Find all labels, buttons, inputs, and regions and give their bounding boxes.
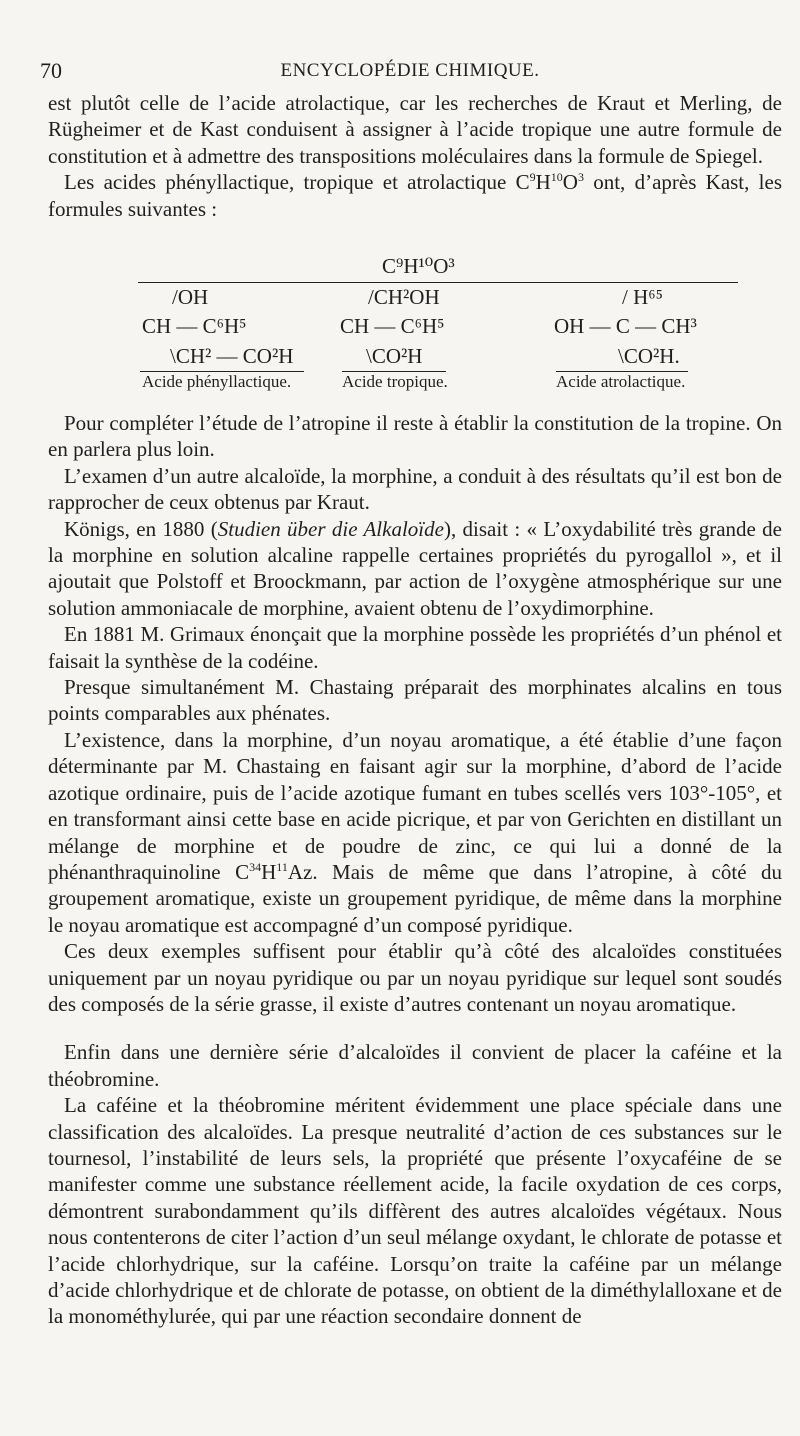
- formula-2-bot: \CO²H: [366, 344, 423, 368]
- acids-intro-end: ont, d’après Kast, les formules suivantes :: [48, 170, 782, 221]
- noyau-text-a: L’existence, dans la morphine, d’un noyau aromatique, a été établie d’une façon déterminante par M. Chastaing en faisant agir sur la morphine, d’abord de l’acide azotique ordinaire, puis de l’acide azotique fumant en tubes scellés vers 103°-105°, et en transformant ainsi cette base en acide picrique, et par von Gerichten en distillant un mélange de morphine et de poudre de zinc, ce qui lui a donné de la phénanthraquinoline C: [48, 727, 782, 884]
- formula-block: [48, 254, 782, 394]
- page-header: [40, 58, 780, 88]
- formula-sub: 10: [550, 170, 563, 185]
- formula-1-caption: Acide phényllactique.: [142, 372, 292, 391]
- formula-part: H: [261, 859, 277, 884]
- formula-sub: 3: [577, 170, 584, 185]
- paragraph-cafeine: La caféine et la théobromine méritent évidemment une place spéciale dans une classification des alcaloïdes. La presque neutralité d’action de ces substances sur le tournesol, l’instabilité de leurs sels, la propriété que présente l’oxycaféine de se manifester comme une substance réellement acide, la facile oxydation de ces corps, démontrent surabondamment qu’ils diffèrent des autres alcaloïdes végétaux. Nous nous contenterons de citer l’action d’un seul mélange oxydant, le chlorate de potasse et l’acide chlorhydrique, sur la caféine. Lorsqu’on traite la caféine par un mélange d’acide chlorhydrique et de chlorate de potasse, on obtient de la diméthylalloxane et de la monométhylurée, qui par une réaction secondaire donnent de: [48, 1093, 782, 1329]
- formula-part: H: [535, 170, 551, 195]
- formula-1-top: /OH: [172, 285, 209, 309]
- formula-3-bot: \CO²H.: [618, 344, 680, 368]
- paragraph-tropine: Pour compléter l’étude de l’atropine il reste à établir la constitution de la tropine. On en parlera plus loin.: [48, 411, 782, 462]
- main-text: [48, 410, 782, 1330]
- formula-2-caption: Acide tropique.: [342, 372, 448, 391]
- formula-sub: 11: [276, 859, 288, 874]
- paragraph-chastaing: Presque simultanément M. Chastaing préparait des morphinates alcalins en tous points comparables aux phénates.: [48, 675, 782, 726]
- formula-3-top: / H⁶⁵: [622, 285, 663, 309]
- paragraph-acids-intro: [48, 169, 782, 222]
- brace-line: [138, 282, 738, 283]
- paragraph-noyau-aromatique: [48, 727, 782, 938]
- formula-title: C⁹H¹⁰O³: [382, 254, 455, 278]
- formula-1-bot: \CH² — CO²H: [170, 344, 294, 368]
- formula-1-mid: CH — C⁶H⁵: [142, 314, 247, 338]
- konigs-text-b: ), disait : « L’oxydabilité très grande de la morphine en solution alcaline rappelle certaines propriétés du pyrogallol », et il ajoutait que Polstoff et Broockmann, par action de l’oxygène atmosphérique sur une solution ammoniacale de morphine, avaient obtenu de l’oxydimorphine.: [48, 516, 782, 620]
- formula-part: O: [562, 170, 578, 195]
- formula-2-top: /CH²OH: [368, 285, 440, 309]
- formula-3-mid: OH — C — CH³: [554, 314, 697, 338]
- formula-sub: 34: [249, 859, 262, 874]
- konigs-book-title: Studien über die Alkaloïde: [217, 516, 444, 541]
- formula-3-caption: Acide atrolactique.: [556, 372, 686, 391]
- paragraph-gap: [48, 1017, 782, 1039]
- intro-text: [48, 90, 782, 222]
- page-number: 70: [40, 58, 62, 83]
- noyau-text-b: Az. Mais de même que dans l’atropine, à côté du groupement aromatique, existe un groupement pyridique, de même dans la morphine le noyau aromatique est accompagné d’un composé pyridique.: [48, 859, 782, 937]
- paragraph-enfin: Enfin dans une dernière série d’alcaloïdes il convient de placer la caféine et la théobromine.: [48, 1040, 782, 1091]
- acids-intro-text: Les acides phényllactique, tropique et atrolactique C: [64, 170, 530, 195]
- formula-sub: 9: [529, 170, 536, 185]
- paragraph-grimaux: En 1881 M. Grimaux énonçait que la morphine possède les propriétés d’un phénol et faisait la synthèse de la codéine.: [48, 622, 782, 673]
- paragraph-exemples: Ces deux exemples suffisent pour établir qu’à côté des alcaloïdes constituées uniquement par un noyau pyridique ou par un noyau pyridique sur lequel sont soudés des composés de la série grasse, il existe d’autres contenant un noyau aromatique.: [48, 939, 782, 1016]
- konigs-text-a: Königs, en 1880 (: [64, 516, 218, 541]
- formula-2-mid: CH — C⁶H⁵: [340, 314, 445, 338]
- paragraph-continuation: est plutôt celle de l’acide atrolactique, car les recherches de Kraut et Merling, de Rügheimer et de Kast conduisent à assigner à l’acide tropique une autre formule de constitution et à admettre des transpositions moléculaires dans la formule de Spiegel.: [48, 91, 782, 168]
- paragraph-konigs: [48, 516, 782, 622]
- running-title: ENCYCLOPÉDIE CHIMIQUE.: [280, 60, 540, 81]
- paragraph-morphine: L’examen d’un autre alcaloïde, la morphine, a conduit à des résultats qu’il est bon de rapprocher de ceux obtenus par Kraut.: [48, 463, 782, 515]
